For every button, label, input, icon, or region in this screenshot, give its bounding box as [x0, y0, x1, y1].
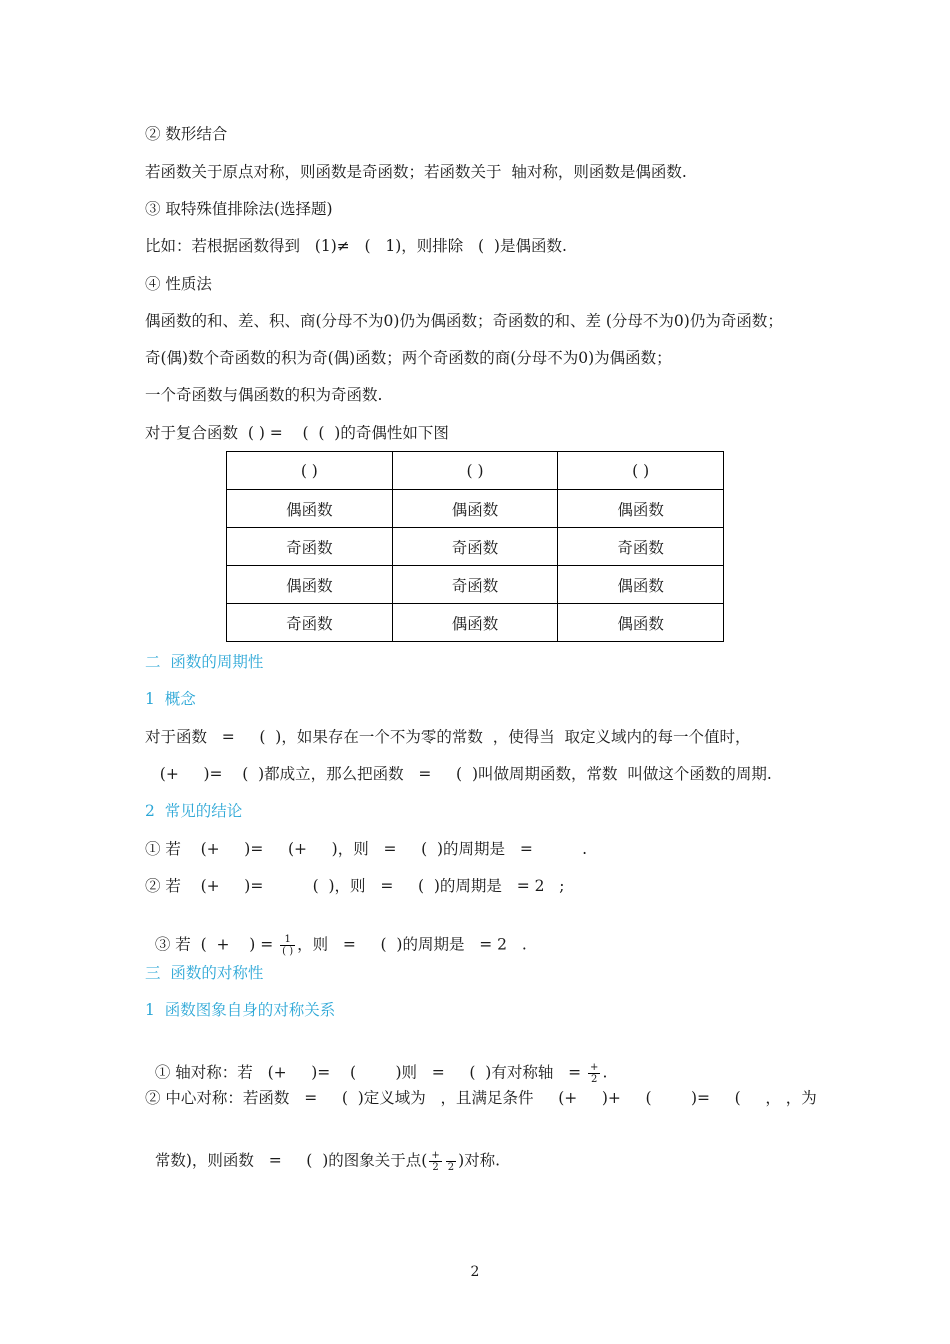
- text-line: (+ )= ( )都成立，那么把函数 = ( )叫做周期函数，常数 叫做这个函数的周期.: [145, 765, 772, 783]
- table-cell: 偶函数: [227, 490, 393, 528]
- subsection-heading-concept: 1 概念: [145, 690, 196, 708]
- table-cell: 偶函数: [227, 566, 393, 604]
- fraction: [429, 1150, 441, 1173]
- table-row: [227, 604, 724, 642]
- text-line: 对于复合函数 ( ) = ( ( )的奇偶性如下图: [145, 424, 449, 442]
- fraction: [446, 1150, 456, 1173]
- text-line: 若函数关于原点对称，则函数是奇函数；若函数关于 轴对称，则函数是偶函数.: [145, 163, 687, 181]
- table-header-cell: ( ): [227, 452, 393, 490]
- table-cell: 奇函数: [227, 604, 393, 642]
- fraction-numerator: 1: [280, 934, 295, 946]
- text-line: 比如：若根据函数得到 (1)≠ ( 1)，则排除 ( )是偶函数.: [145, 237, 567, 255]
- text-line-with-fraction: [145, 1042, 607, 1085]
- fraction-denominator: 2: [591, 1074, 598, 1085]
- fraction-denominator: ( ): [282, 946, 294, 957]
- item-special-value: ③ 取特殊值排除法(选择题): [145, 200, 333, 218]
- text-segment: .: [602, 1063, 608, 1082]
- table-cell: 偶函数: [392, 490, 558, 528]
- text-line-with-fraction: [145, 914, 527, 957]
- subsection-heading-conclusions: 2 常见的结论: [145, 802, 243, 820]
- text-line: 偶函数的和、差、积、商(分母不为0)仍为偶函数；奇函数的和、差 (分母不为0)仍为奇函数；: [145, 312, 783, 330]
- fraction-numerator: +: [590, 1062, 599, 1073]
- item-property-method: ④ 性质法: [145, 275, 212, 293]
- parity-table: [226, 451, 724, 642]
- page-number: 2: [470, 1264, 480, 1280]
- text-line-with-fraction: [145, 1130, 500, 1173]
- table-cell: 奇函数: [392, 528, 558, 566]
- table-cell: 偶函数: [558, 604, 724, 642]
- fraction-denominator: 2: [432, 1162, 439, 1173]
- table-cell: 偶函数: [392, 604, 558, 642]
- text-segment: ，则 = ( )的周期是 = 2 .: [297, 935, 527, 954]
- text-line: ② 中心对称：若函数 = ( )定义域为 ，且满足条件 (+ )+ ( )= ( ， ，为: [145, 1089, 817, 1107]
- fraction-numerator: [446, 1150, 456, 1162]
- item-shape-number: ② 数形结合: [145, 125, 228, 143]
- table-row: [227, 490, 724, 528]
- text-line: ① 若 (+ )= (+ )，则 = ( )的周期是 = .: [145, 840, 588, 858]
- table-cell: 奇函数: [392, 566, 558, 604]
- text-segment: ③ 若 ( + ) =: [154, 935, 279, 954]
- subsection-heading-self-symmetry: 1 函数图象自身的对称关系: [145, 1001, 336, 1019]
- text-line: 奇(偶)数个奇函数的积为奇(偶)函数；两个奇函数的商(分母不为0)为偶函数；: [145, 349, 672, 367]
- fraction-numerator: +: [431, 1150, 440, 1161]
- fraction: [588, 1062, 600, 1085]
- table-cell: 奇函数: [558, 528, 724, 566]
- text-segment: 常数)，则函数 = ( )的图象关于点(: [154, 1151, 428, 1170]
- section-heading-periodicity: 二 函数的周期性: [145, 653, 264, 671]
- table-row: [227, 566, 724, 604]
- text-segment: ① 轴对称：若 (+ )= ( )则 = ( )有对称轴 =: [154, 1063, 587, 1082]
- table-cell: 奇函数: [227, 528, 393, 566]
- fraction: [280, 934, 295, 957]
- text-line: 一个奇函数与偶函数的积为奇函数.: [145, 386, 383, 404]
- table-header-cell: ( ): [392, 452, 558, 490]
- text-line: 对于函数 = ( )，如果存在一个不为零的常数 ，使得当 取定义域内的每一个值时，: [145, 728, 751, 746]
- text-line: ② 若 (+ )= ( )，则 = ( )的周期是 = 2 ;: [145, 877, 565, 895]
- table-header-cell: ( ): [558, 452, 724, 490]
- table-row: [227, 528, 724, 566]
- fraction-denominator: 2: [447, 1162, 455, 1173]
- text-segment: )对称.: [458, 1151, 501, 1170]
- table-header-row: [227, 452, 724, 490]
- table-cell: 偶函数: [558, 566, 724, 604]
- table-cell: 偶函数: [558, 490, 724, 528]
- section-heading-symmetry: 三 函数的对称性: [145, 964, 264, 982]
